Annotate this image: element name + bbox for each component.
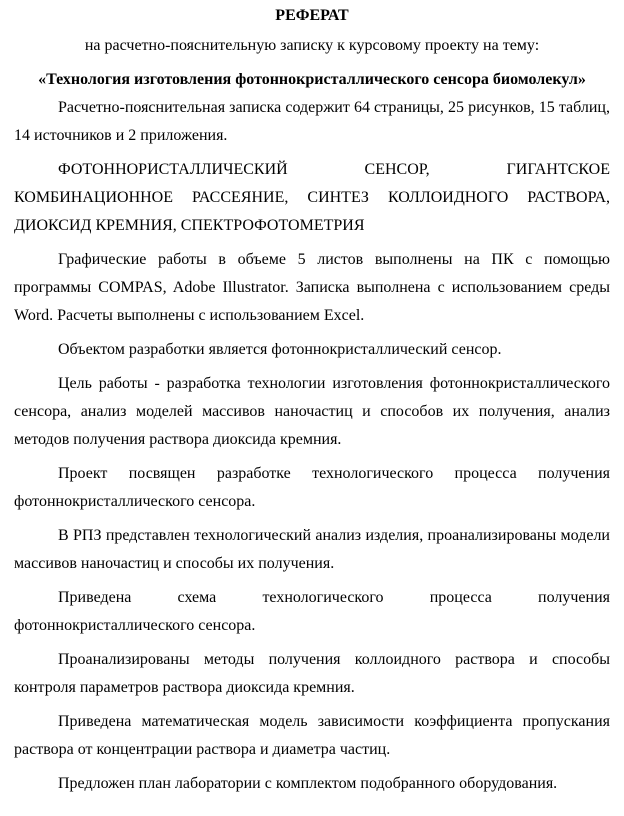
paragraph-methods: Проанализированы методы получения коллоидного раствора и способы контроля параметров раствора диоксида кремния. bbox=[14, 651, 610, 696]
paragraph-keywords: ФОТОННОРИСТАЛЛИЧЕСКИЙ СЕНСОР, ГИГАНТСКОЕ КОМБИНАЦИОННОЕ РАССЕЯНИЕ, СИНТЕЗ КОЛЛОИДНОГО РАСТВОРА, ДИОКСИД КРЕМНИЯ, СПЕКТРОФОТОМЕТРИЯ bbox=[14, 161, 610, 234]
paragraph-object: Объектом разработки является фотоннокристаллический сенсор. bbox=[58, 341, 502, 358]
paragraph-scheme: Приведена схема технологического процесса получения фотоннокристаллического сенсора. bbox=[14, 589, 610, 634]
paragraph-project: Проект посвящен разработке технологического процесса получения фотоннокристаллического сенсора. bbox=[14, 465, 610, 510]
paragraph-lab: Предложен план лаборатории с комплектом подобранного оборудования. bbox=[58, 775, 558, 792]
document-topic: «Технология изготовления фотоннокристаллического сенсора биомолекул» bbox=[38, 71, 586, 88]
paragraph-analysis: В РПЗ представлен технологический анализ изделия, проанализированы модели массивов наночастиц и способы их получения. bbox=[14, 527, 610, 572]
paragraph-summary: Расчетно-пояснительная записка содержит 64 страницы, 25 рисунков, 15 таблиц, 14 источников и 2 приложения. bbox=[14, 99, 610, 144]
paragraph-tools: Графические работы в объеме 5 листов выполнены на ПК с помощью программы COMPAS, Adobe Illustrator. Записка выполнена с использованием среды Word. Расчеты выполнены с использованием Excel. bbox=[14, 251, 610, 324]
document-title: РЕФЕРАТ bbox=[275, 7, 349, 24]
paragraph-model: Приведена математическая модель зависимости коэффициента пропускания раствора от концентрации раствора и диаметра частиц. bbox=[14, 713, 610, 758]
paragraph-goal: Цель работы - разработка технологии изготовления фотоннокристаллического сенсора, анализ моделей массивов наночастиц и способов их получения, анализ методов получения раствора диоксида кремния. bbox=[14, 375, 610, 448]
document-subtitle: на расчетно-пояснительную записку к курсовому проекту на тему: bbox=[84, 37, 540, 54]
